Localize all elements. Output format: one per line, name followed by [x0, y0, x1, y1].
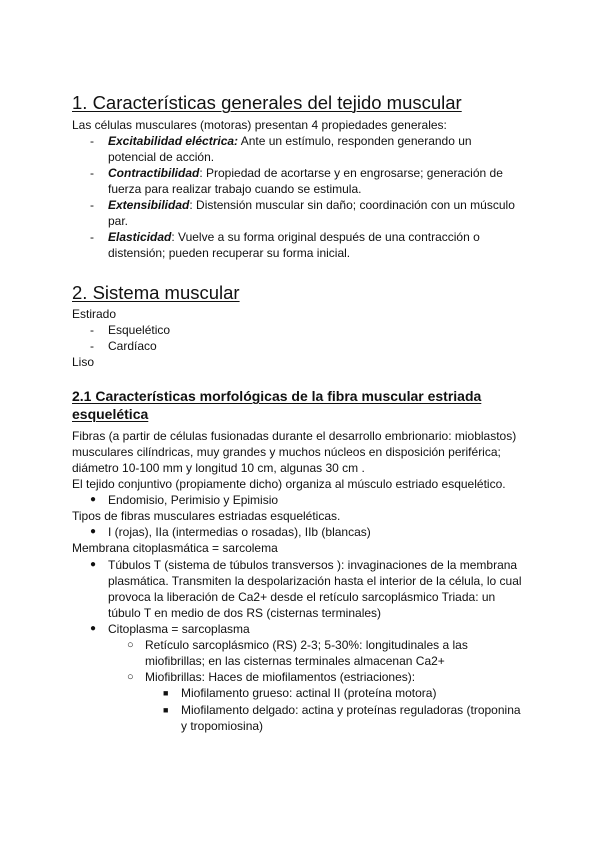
paragraph-line: Tipos de fibras musculares estriadas esqueléticas.	[72, 509, 341, 523]
section-2-heading: 2. Sistema muscular	[72, 282, 240, 303]
definition: Ante un estímulo, responden generando un	[238, 134, 472, 148]
liso-label: Liso	[72, 355, 95, 369]
paragraph-line: Fibras (a partir de células fusionadas durante el desarrollo embrionario: mioblastos)	[72, 429, 517, 443]
property-excitabilidad	[108, 133, 472, 149]
dash-bullet: -	[90, 134, 94, 148]
list-item: Endomisio, Perimisio y Epimisio	[108, 493, 279, 507]
term: Contractibilidad	[108, 166, 200, 180]
list-item-continued: plasmática. Transmiten la despolarización hasta el interior de la célula, lo cual	[108, 574, 522, 588]
property-line-continued: par.	[108, 214, 129, 228]
disc-bullet: ●	[90, 494, 97, 505]
dash-bullet: -	[90, 339, 94, 353]
dash-bullet: -	[90, 198, 94, 212]
list-item: I (rojas), IIa (intermedias o rosadas), IIb (blancas)	[108, 525, 371, 539]
property-line-continued: distensión; pueden recuperar su forma inicial.	[108, 246, 351, 260]
list-item: Túbulos T (sistema de túbulos transversos ): invaginaciones de la membrana	[108, 558, 518, 572]
term: Extensibilidad	[108, 198, 190, 212]
definition: : Propiedad de acortarse y en engrosarse; generación de	[199, 166, 503, 180]
sub-list-item-continued: miofibrillas; en las cisternas terminales almacenan Ca2+	[145, 654, 445, 668]
property-line-continued: potencial de acción.	[108, 150, 215, 164]
section-2-1-heading: 2.1 Características morfológicas de la fibra muscular estriada	[72, 388, 482, 404]
term: Elasticidad	[108, 230, 172, 244]
estirado-label: Estirado	[72, 307, 117, 321]
property-line-continued: fuerza para realizar trabajo cuando se estimula.	[108, 182, 362, 196]
section-2-1-heading-continued: esquelética	[72, 406, 149, 422]
definition: : Vuelve a su forma original después de una contracción o	[171, 230, 480, 244]
muscle-type-esqueletico: Esquelético	[108, 323, 171, 337]
disc-bullet: ●	[90, 526, 97, 537]
disc-bullet: ●	[90, 623, 97, 634]
sub-list-item: Miofibrillas: Haces de miofilamentos (estriaciones):	[145, 670, 416, 684]
sub-list-item: Retículo sarcoplásmico (RS) 2-3; 5-30%: longitudinales a las	[145, 638, 468, 652]
paragraph-line: El tejido conjuntivo (propiamente dicho) organiza al músculo estriado esquelético.	[72, 477, 506, 491]
definition: : Distensión muscular sin daño; coordinación con un músculo	[189, 198, 515, 212]
property-elasticidad	[108, 229, 480, 245]
list-item: Citoplasma = sarcoplasma	[108, 622, 250, 636]
square-bullet: ■	[163, 705, 169, 715]
sub-sub-list-item-continued: y tropomiosina)	[181, 719, 264, 733]
dash-bullet: -	[90, 323, 94, 337]
section-1-heading: 1. Características generales del tejido muscular	[72, 92, 462, 113]
circle-bullet: ○	[127, 639, 134, 651]
paragraph-line: diámetro 10-100 mm y longitud 10 cm, algunas 30 cm .	[72, 461, 365, 475]
term: Excitabilidad eléctrica:	[108, 134, 239, 148]
paragraph-line: musculares cilíndricas, muy grandes y muchos núcleos en disposición periférica;	[72, 445, 501, 459]
circle-bullet: ○	[127, 671, 134, 683]
sub-sub-list-item: Miofilamento delgado: actina y proteínas reguladoras (troponina	[181, 703, 521, 717]
paragraph-line: Membrana citoplasmática = sarcolema	[72, 541, 278, 555]
list-item-continued: provoca la liberación de Ca2+ desde el retículo sarcoplásmico Triada: un	[108, 590, 496, 604]
property-extensibilidad	[108, 197, 515, 213]
dash-bullet: -	[90, 166, 94, 180]
property-contractibilidad	[108, 165, 503, 181]
square-bullet: ■	[163, 688, 169, 698]
list-item-continued: túbulo T en medio de dos RS (cisternas terminales)	[108, 606, 382, 620]
sub-sub-list-item: Miofilamento grueso: actinal II (proteína motora)	[181, 686, 437, 700]
section-1-intro: Las células musculares (motoras) presentan 4 propiedades generales:	[72, 118, 447, 132]
dash-bullet: -	[90, 230, 94, 244]
disc-bullet: ●	[90, 559, 97, 570]
muscle-type-cardiaco: Cardíaco	[108, 339, 157, 353]
